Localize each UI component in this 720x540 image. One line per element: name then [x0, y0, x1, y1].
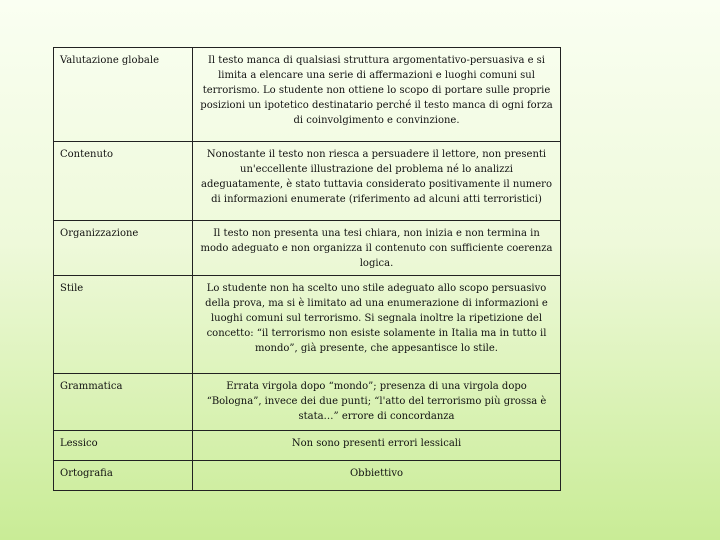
criterion-cell: Organizzazione	[54, 221, 193, 276]
criterion-cell: Lessico	[54, 431, 193, 461]
description-cell: Il testo non presenta una tesi chiara, non inizia e non termina in modo adeguato e non organizza il contenuto con sufficiente coerenza logica.	[193, 221, 561, 276]
description-cell: Obbiettivo	[193, 461, 561, 491]
table-row	[54, 221, 561, 276]
criterion-cell: Valutazione globale	[54, 48, 193, 142]
table-row	[54, 142, 561, 221]
table-row	[54, 461, 561, 491]
table-row	[54, 48, 561, 142]
table-row	[54, 431, 561, 461]
description-cell: Lo studente non ha scelto uno stile adeguato allo scopo persuasivo della prova, ma si è limitato ad una enumerazione di informazioni e luoghi comuni sul terrorismo. Si segnala inoltre la ripetizione del concetto: “il terrorismo non esiste solamente in Italia ma in tutto il mondo”, già presente, che appesantisce lo stile.	[193, 276, 561, 374]
criterion-cell: Grammatica	[54, 374, 193, 431]
description-cell: Errata virgola dopo “mondo”; presenza di una virgola dopo “Bologna”, invece dei due punti; “l'atto del terrorismo più grossa è stata…” errore di concordanza	[193, 374, 561, 431]
description-cell: Non sono presenti errori lessicali	[193, 431, 561, 461]
criterion-cell: Ortografia	[54, 461, 193, 491]
description-cell: Il testo manca di qualsiasi struttura argomentativo-persuasiva e si limita a elencare una serie di affermazioni e luoghi comuni sul terrorismo. Lo studente non ottiene lo scopo di portare sulle proprie posizioni un ipotetico destinatario perché il testo manca di ogni forza di coinvolgimento e convinzione.	[193, 48, 561, 142]
evaluation-table	[53, 47, 561, 491]
table-row	[54, 276, 561, 374]
description-cell: Nonostante il testo non riesca a persuadere il lettore, non presenti un'eccellente illustrazione del problema né lo analizzi adeguatamente, è stato tuttavia considerato positivamente il numero di informazioni enumerate (riferimento ad alcuni atti terroristici)	[193, 142, 561, 221]
table-row	[54, 374, 561, 431]
criterion-cell: Contenuto	[54, 142, 193, 221]
criterion-cell: Stile	[54, 276, 193, 374]
